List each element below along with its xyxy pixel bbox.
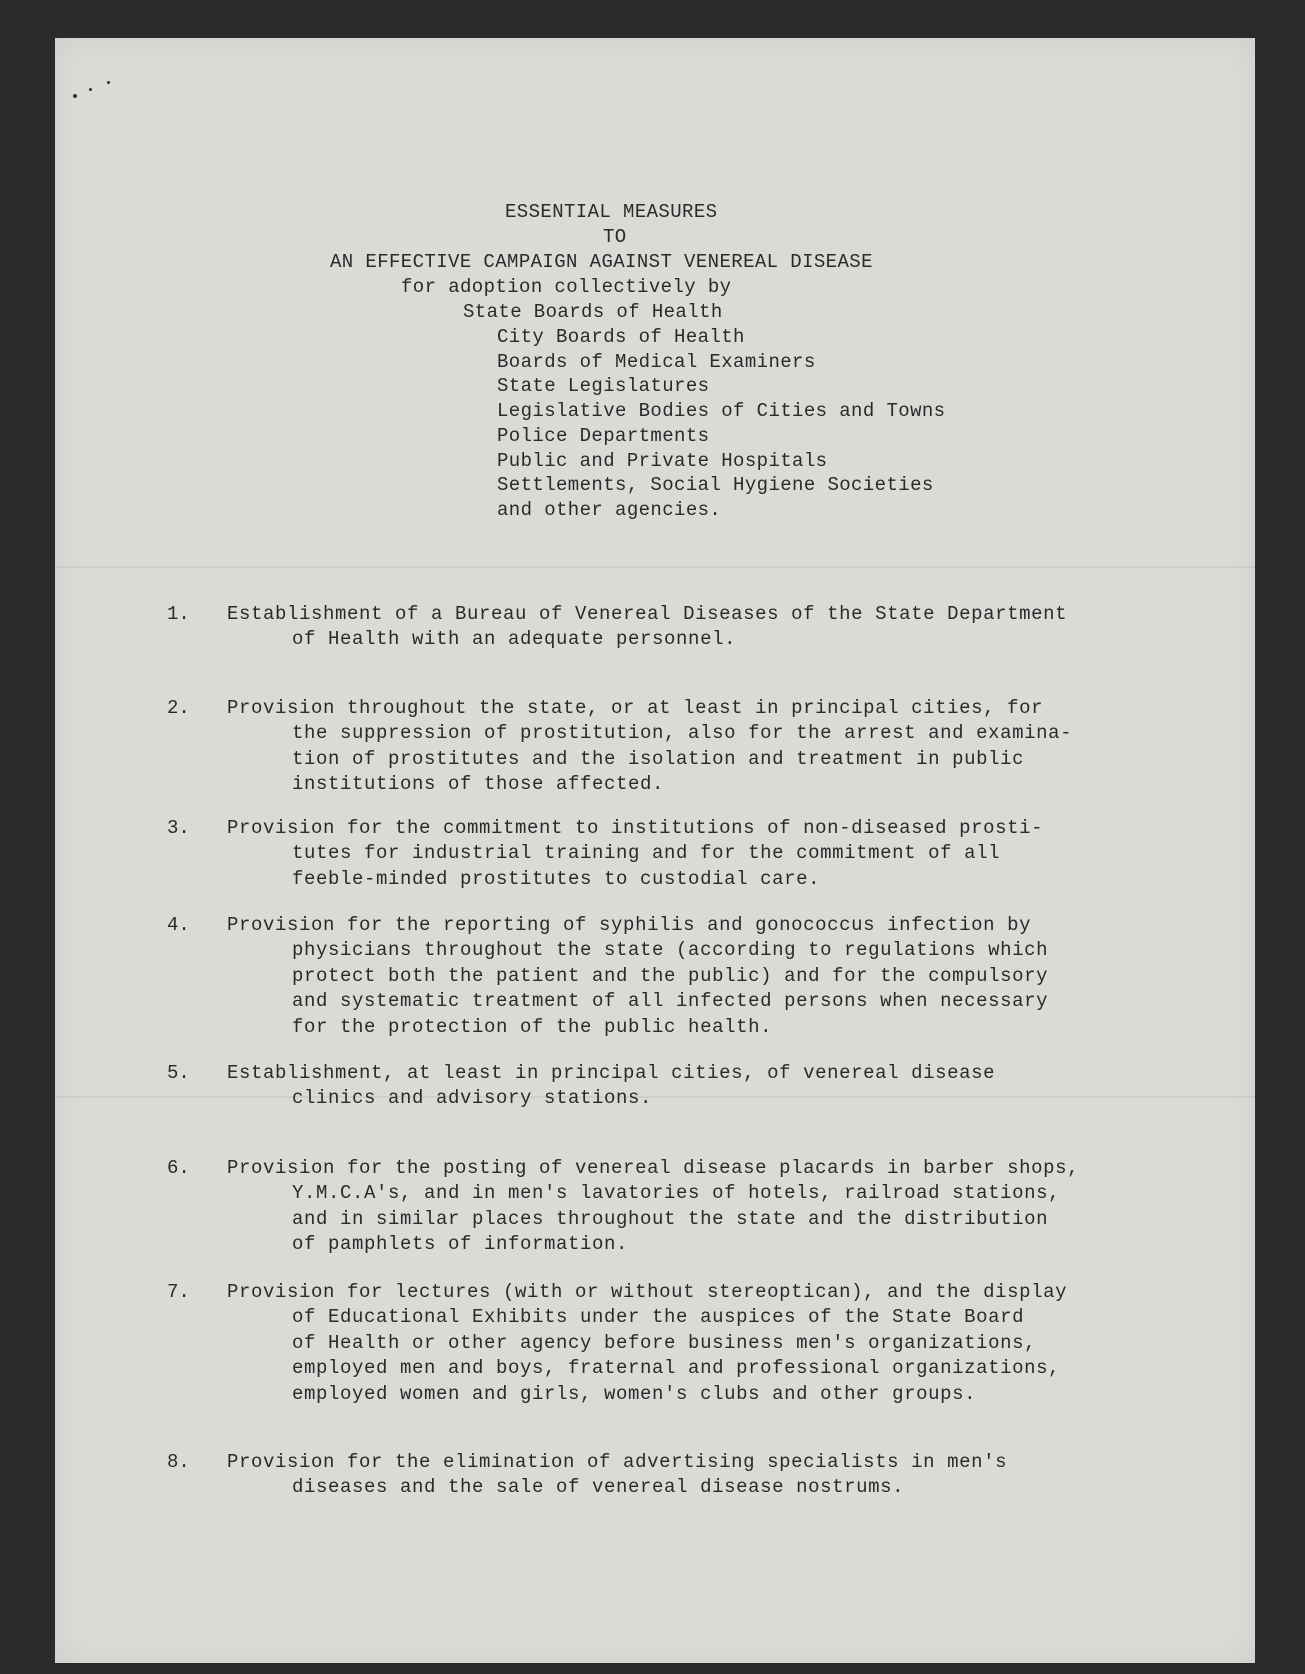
document-page xyxy=(55,38,1255,1663)
measure-number: 2. xyxy=(167,697,190,719)
paper-fold xyxy=(55,566,1255,568)
agency-item: Boards of Medical Examiners xyxy=(497,350,816,373)
heading-adoption-line: for adoption collectively by xyxy=(401,276,732,298)
measure-text-line: Establishment, at least in principal cities, of venereal disease xyxy=(227,1062,996,1084)
measure-text-line: Provision for the commitment to institutions of non-diseased prosti- xyxy=(227,817,1044,839)
measure-text-line: diseases and the sale of venereal disease nostrums. xyxy=(292,1476,905,1499)
measure-text-line: Provision throughout the state, or at least in principal cities, for xyxy=(227,697,1044,719)
ink-speck xyxy=(89,88,92,91)
measure-text-line: of Health with an adequate personnel. xyxy=(292,628,737,651)
measure-text-line: tion of prostitutes and the isolation and treatment in public xyxy=(292,747,1025,770)
paper-fold xyxy=(55,1096,1255,1098)
measure-number: 4. xyxy=(167,914,190,936)
measure-number: 3. xyxy=(167,817,190,839)
measure-text-line: Provision for the posting of venereal disease placards in barber shops, xyxy=(227,1157,1080,1179)
ink-speck xyxy=(107,81,110,84)
agency-item: Police Departments xyxy=(497,424,710,447)
measure-text-line: the suppression of prostitution, also for the arrest and examina- xyxy=(292,722,1073,745)
measure-text-line: Provision for the elimination of advertising specialists in men's xyxy=(227,1451,1008,1473)
measure-text-line: institutions of those affected. xyxy=(292,773,665,796)
measure-text-line: tutes for industrial training and for the commitment of all xyxy=(292,842,1001,865)
agency-item: City Boards of Health xyxy=(497,326,745,348)
agency-item: State Legislatures xyxy=(497,375,710,398)
measure-text-line: of Health or other agency before business men's organizations, xyxy=(292,1331,1037,1354)
measure-text-line: and systematic treatment of all infected persons when necessary xyxy=(292,990,1049,1013)
measure-text-line: and in similar places throughout the state and the distribution xyxy=(292,1207,1049,1230)
measure-text-line: protect both the patient and the public) and for the compulsory xyxy=(292,964,1049,987)
heading-title: ESSENTIAL MEASURES xyxy=(505,201,718,223)
heading-connector: TO xyxy=(603,226,627,248)
measure-text-line: of Educational Exhibits under the auspices of the State Board xyxy=(292,1306,1025,1329)
agency-item: and other agencies. xyxy=(497,498,722,521)
heading-subtitle: AN EFFECTIVE CAMPAIGN AGAINST VENEREAL DISEASE xyxy=(330,251,873,273)
measure-text-line: physicians throughout the state (according to regulations which xyxy=(292,939,1049,962)
agency-item: Legislative Bodies of Cities and Towns xyxy=(497,400,946,423)
measure-number: 6. xyxy=(167,1157,190,1179)
measure-text-line: clinics and advisory stations. xyxy=(292,1087,653,1110)
heading-first-agency: State Boards of Health xyxy=(463,301,723,323)
measure-number: 5. xyxy=(167,1062,190,1084)
measure-text-line: Y.M.C.A's, and in men's lavatories of hotels, railroad stations, xyxy=(292,1182,1061,1205)
measure-text-line: for the protection of the public health. xyxy=(292,1015,773,1038)
agency-item: Public and Private Hospitals xyxy=(497,449,828,472)
measure-number: 7. xyxy=(167,1281,190,1303)
ink-speck xyxy=(73,94,77,98)
measure-text-line: employed women and girls, women's clubs and other groups. xyxy=(292,1382,977,1405)
measure-text-line: of pamphlets of information. xyxy=(292,1233,629,1256)
measure-text-line: Provision for lectures (with or without stereoptican), and the display xyxy=(227,1281,1068,1303)
measure-text-line: feeble-minded prostitutes to custodial care. xyxy=(292,867,821,890)
measure-text-line: Provision for the reporting of syphilis and gonococcus infection by xyxy=(227,914,1032,936)
measure-number: 1. xyxy=(167,603,190,625)
measure-text-line: employed men and boys, fraternal and professional organizations, xyxy=(292,1357,1061,1380)
measure-text-line: Establishment of a Bureau of Venereal Diseases of the State Department xyxy=(227,603,1068,625)
measure-number: 8. xyxy=(167,1451,190,1473)
agency-item: Settlements, Social Hygiene Societies xyxy=(497,474,934,497)
